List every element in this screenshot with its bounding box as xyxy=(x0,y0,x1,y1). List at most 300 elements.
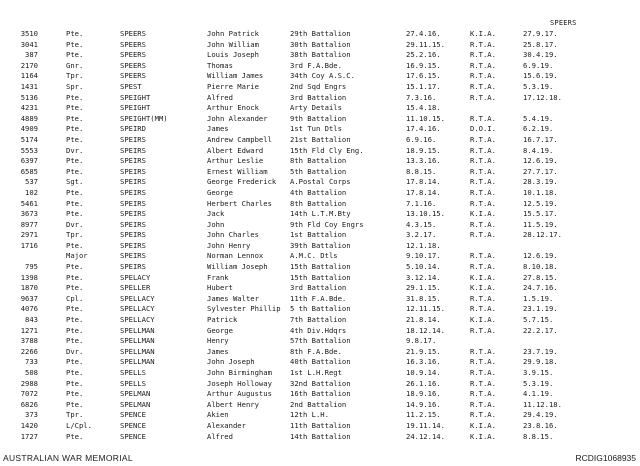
unit-cell: 57th Battalion xyxy=(290,336,351,346)
roster-row xyxy=(0,29,640,40)
fate-cell: R.T.A. xyxy=(470,346,496,356)
rank-cell: Pte. xyxy=(66,166,84,176)
given-names-cell: Louis Joseph xyxy=(207,50,259,60)
surname-cell: SPEIRS xyxy=(120,240,146,250)
unit-cell: 8th Battalion xyxy=(290,156,347,166)
enlist-date-cell: 18.12.14. xyxy=(406,325,445,335)
given-names-cell: Hubert xyxy=(207,283,233,293)
service-number-cell: 8977 xyxy=(20,219,38,229)
service-number-cell: 373 xyxy=(25,410,38,420)
fate-cell: R.T.A. xyxy=(470,293,496,303)
service-number-cell: 4909 xyxy=(20,124,38,134)
surname-cell: SPEIGHT(MM) xyxy=(120,113,168,123)
unit-cell: 30th Battalion xyxy=(290,39,351,49)
rank-cell: Sgt. xyxy=(66,177,84,187)
surname-cell: SPEIRS xyxy=(120,145,146,155)
rank-cell: Pte. xyxy=(66,368,84,377)
unit-cell: 1st L.H.Regt xyxy=(290,368,342,377)
service-number-cell: 9637 xyxy=(20,293,38,303)
fate-cell: K.I.A. xyxy=(470,283,496,293)
roster-row xyxy=(0,421,640,432)
surname-cell: SPELLMAN xyxy=(120,325,155,335)
surname-cell: SPEIRS xyxy=(120,209,146,219)
enlist-date-cell: 19.11.14. xyxy=(406,420,445,430)
fate-date-cell: 10.1.18. xyxy=(523,187,558,197)
rank-cell: Pte. xyxy=(66,399,84,409)
fate-cell: R.T.A. xyxy=(470,198,496,208)
fate-cell: R.T.A. xyxy=(470,50,496,60)
institution-label: AUSTRALIAN WAR MEMORIAL xyxy=(3,453,133,463)
enlist-date-cell: 14.9.16. xyxy=(406,399,441,409)
rank-cell: Dvr. xyxy=(66,219,84,229)
roster-row xyxy=(0,103,640,114)
unit-cell: 21st Battalion xyxy=(290,134,351,144)
service-number-cell: 795 xyxy=(25,262,38,272)
rank-cell: Tpr. xyxy=(66,71,84,81)
given-names-cell: John Patrick xyxy=(207,29,259,38)
rank-cell: Pte. xyxy=(66,39,84,49)
service-number-cell: 1431 xyxy=(20,81,38,91)
unit-cell: 5th Battalion xyxy=(290,166,347,176)
unit-cell: A.Postal Corps xyxy=(290,177,351,187)
roster-row xyxy=(0,251,640,262)
given-names-cell: Albert Henry xyxy=(207,399,259,409)
fate-date-cell: 5.7.15. xyxy=(523,315,554,325)
enlist-date-cell: 4.3.15. xyxy=(406,219,437,229)
unit-cell: Arty Details xyxy=(290,103,342,113)
unit-cell: 12th L.H. xyxy=(290,410,329,420)
service-number-cell: 3510 xyxy=(20,29,38,38)
surname-cell: SPEIRD xyxy=(120,124,146,134)
fate-date-cell: 6.2.19. xyxy=(523,124,554,134)
unit-cell: 5 th Battalion xyxy=(290,304,351,314)
unit-cell: 15th Battalion xyxy=(290,272,351,282)
surname-cell: SPEERS xyxy=(120,71,146,81)
fate-cell: R.T.A. xyxy=(470,113,496,123)
surname-cell: SPELLACY xyxy=(120,293,155,303)
given-names-cell: John Alexander xyxy=(207,113,268,123)
roster-row xyxy=(0,230,640,241)
fate-cell: R.T.A. xyxy=(470,304,496,314)
fate-date-cell: 23.7.19. xyxy=(523,346,558,356)
surname-cell: SPEIRS xyxy=(120,187,146,197)
rank-cell: Pte. xyxy=(66,325,84,335)
enlist-date-cell: 12.1.18. xyxy=(406,240,441,250)
enlist-date-cell: 27.4.16. xyxy=(406,29,441,38)
unit-cell: 29th Battalion xyxy=(290,29,351,38)
fate-date-cell: 27.9.17. xyxy=(523,29,558,38)
roster-row xyxy=(0,82,640,93)
roster-row xyxy=(0,40,640,51)
surname-cell: SPEIGHT xyxy=(120,103,151,113)
roster-row xyxy=(0,379,640,390)
service-number-cell: 2266 xyxy=(20,346,38,356)
rank-cell: Tpr. xyxy=(66,230,84,240)
roster-row xyxy=(0,304,640,315)
roster-row xyxy=(0,294,640,305)
fate-date-cell: 29.9.18. xyxy=(523,357,558,367)
service-number-cell: 733 xyxy=(25,357,38,367)
given-names-cell: Ernest William xyxy=(207,166,268,176)
given-names-cell: Frank xyxy=(207,272,229,282)
fate-cell: R.T.A. xyxy=(470,187,496,197)
given-names-cell: Herbert Charles xyxy=(207,198,272,208)
roster-row xyxy=(0,336,640,347)
unit-cell: 15th Fld Cly Eng. xyxy=(290,145,364,155)
surname-cell: SPEIRS xyxy=(120,198,146,208)
unit-cell: 4th Battalion xyxy=(290,187,347,197)
given-names-cell: Henry xyxy=(207,336,229,346)
fate-date-cell: 27.7.17. xyxy=(523,166,558,176)
enlist-date-cell: 6.9.16. xyxy=(406,134,437,144)
enlist-date-cell: 18.9.16. xyxy=(406,389,441,399)
given-names-cell: William Joseph xyxy=(207,262,268,272)
fate-date-cell: 5.4.19. xyxy=(523,113,554,123)
rank-cell: Pte. xyxy=(66,378,84,388)
rank-cell: Cpl. xyxy=(66,293,84,303)
surname-cell: SPELLMAN xyxy=(120,346,155,356)
surname-cell: SPEIRS xyxy=(120,230,146,240)
fate-cell: R.T.A. xyxy=(470,60,496,70)
fate-cell: R.T.A. xyxy=(470,262,496,272)
fate-date-cell: 12.5.19. xyxy=(523,198,558,208)
rank-cell: Tpr. xyxy=(66,410,84,420)
rank-cell: Pte. xyxy=(66,113,84,123)
rank-cell: Pte. xyxy=(66,240,84,250)
unit-cell: 14th Battalion xyxy=(290,431,351,441)
enlist-date-cell: 18.9.15. xyxy=(406,145,441,155)
service-number-cell: 6397 xyxy=(20,156,38,166)
given-names-cell: John xyxy=(207,219,225,229)
roster-row xyxy=(0,262,640,273)
given-names-cell: Patrick xyxy=(207,315,238,325)
unit-cell: 15th Battalion xyxy=(290,262,351,272)
unit-cell: 9th Battalion xyxy=(290,113,347,123)
surname-cell: SPEIRS xyxy=(120,219,146,229)
fate-cell: R.T.A. xyxy=(470,399,496,409)
unit-cell: 11th Battalion xyxy=(290,420,351,430)
enlist-date-cell: 11.10.15. xyxy=(406,113,445,123)
fate-date-cell: 29.4.19. xyxy=(523,410,558,420)
roster-row xyxy=(0,368,640,379)
fate-date-cell: 11.12.18. xyxy=(523,399,562,409)
fate-date-cell: 25.8.17. xyxy=(523,39,558,49)
fate-cell: K.I.A. xyxy=(470,431,496,441)
unit-cell: 1st Battalion xyxy=(290,230,347,240)
enlist-date-cell: 13.3.16. xyxy=(406,156,441,166)
record-reference: RCDIG1068935 xyxy=(575,453,636,463)
unit-cell: A.M.C. Dtls xyxy=(290,251,338,261)
fate-date-cell: 4.1.19. xyxy=(523,389,554,399)
surname-cell: SPEERS xyxy=(120,50,146,60)
fate-cell: R.T.A. xyxy=(470,410,496,420)
unit-cell: 16th Battalion xyxy=(290,389,351,399)
given-names-cell: Arthur Leslie xyxy=(207,156,264,166)
enlist-date-cell: 21.9.15. xyxy=(406,346,441,356)
fate-cell: D.O.I. xyxy=(470,124,496,134)
given-names-cell: Alfred xyxy=(207,92,233,102)
given-names-cell: George xyxy=(207,325,233,335)
given-names-cell: Akien xyxy=(207,410,229,420)
fate-cell: R.T.A. xyxy=(470,156,496,166)
service-number-cell: 6826 xyxy=(20,399,38,409)
enlist-date-cell: 17.6.15. xyxy=(406,71,441,81)
enlist-date-cell: 21.8.14. xyxy=(406,315,441,325)
enlist-date-cell: 12.11.15. xyxy=(406,304,445,314)
enlist-date-cell: 8.8.15. xyxy=(406,166,437,176)
roster-row xyxy=(0,188,640,199)
surname-cell: SPELLMAN xyxy=(120,357,155,367)
enlist-date-cell: 17.8.14. xyxy=(406,187,441,197)
rank-cell: Pte. xyxy=(66,50,84,60)
service-number-cell: 5136 xyxy=(20,92,38,102)
unit-cell: 40th Battalion xyxy=(290,357,351,367)
service-number-cell: 1727 xyxy=(20,431,38,441)
rank-cell: Pte. xyxy=(66,262,84,272)
given-names-cell: Pierre Marie xyxy=(207,81,259,91)
unit-cell: 1st Tun Dtls xyxy=(290,124,342,134)
unit-cell: 11th F.A.Bde. xyxy=(290,293,347,303)
service-number-cell: 843 xyxy=(25,315,38,325)
given-names-cell: Arthur Enock xyxy=(207,103,259,113)
enlist-date-cell: 16.3.16. xyxy=(406,357,441,367)
surname-cell: SPELLACY xyxy=(120,315,155,325)
enlist-date-cell: 10.9.14. xyxy=(406,368,441,377)
service-number-cell: 4076 xyxy=(20,304,38,314)
fate-cell: R.T.A. xyxy=(470,71,496,81)
rank-cell: Pte. xyxy=(66,124,84,134)
fate-date-cell: 28.12.17. xyxy=(523,230,562,240)
unit-cell: 32nd Battalion xyxy=(290,378,351,388)
enlist-date-cell: 25.2.16. xyxy=(406,50,441,60)
rank-cell: Pte. xyxy=(66,272,84,282)
fate-date-cell: 30.4.19. xyxy=(523,50,558,60)
enlist-date-cell: 11.2.15. xyxy=(406,410,441,420)
service-number-cell: 7072 xyxy=(20,389,38,399)
roster-row xyxy=(0,273,640,284)
rank-cell: Pte. xyxy=(66,92,84,102)
rank-cell: Dvr. xyxy=(66,346,84,356)
rank-cell: Pte. xyxy=(66,29,84,38)
rank-cell: Pte. xyxy=(66,431,84,441)
given-names-cell: William James xyxy=(207,71,264,81)
roster-row xyxy=(0,357,640,368)
fate-date-cell: 6.9.19. xyxy=(523,60,554,70)
given-names-cell: Jack xyxy=(207,209,225,219)
fate-date-cell: 12.6.19. xyxy=(523,156,558,166)
roster-row xyxy=(0,50,640,61)
surname-cell: SPELACY xyxy=(120,272,151,282)
unit-cell: 2nd Sqd Engrs xyxy=(290,81,347,91)
given-names-cell: James Walter xyxy=(207,293,259,303)
service-number-cell: 537 xyxy=(25,177,38,187)
given-names-cell: Albert Edward xyxy=(207,145,264,155)
unit-cell: 3rd F.A.Bde. xyxy=(290,60,342,70)
service-number-cell: 4889 xyxy=(20,113,38,123)
fate-date-cell: 23.8.16. xyxy=(523,420,558,430)
fate-cell: K.I.A. xyxy=(470,315,496,325)
roster-row xyxy=(0,61,640,72)
service-number-cell: 508 xyxy=(25,368,38,377)
service-number-cell: 3673 xyxy=(20,209,38,219)
roster-row xyxy=(0,315,640,326)
fate-date-cell: 28.3.19. xyxy=(523,177,558,187)
roster-row xyxy=(0,146,640,157)
roster-row xyxy=(0,400,640,411)
roster-row xyxy=(0,93,640,104)
surname-cell: SPEIRS xyxy=(120,251,146,261)
fate-cell: R.T.A. xyxy=(470,378,496,388)
service-number-cell: 5553 xyxy=(20,145,38,155)
roster-row xyxy=(0,241,640,252)
page-heading: SPEERS xyxy=(550,19,577,27)
service-number-cell: 1420 xyxy=(20,420,38,430)
given-names-cell: Thomas xyxy=(207,60,233,70)
fate-cell: R.T.A. xyxy=(470,368,496,377)
unit-cell: 39th Battalion xyxy=(290,240,351,250)
surname-cell: SPENCE xyxy=(120,410,146,420)
rank-cell: Gnr. xyxy=(66,60,84,70)
fate-date-cell: 16.7.17. xyxy=(523,134,558,144)
roster-row xyxy=(0,326,640,337)
fate-cell: R.T.A. xyxy=(470,219,496,229)
given-names-cell: George xyxy=(207,187,233,197)
archive-footer xyxy=(0,450,640,466)
unit-cell: 14th L.T.M.Bty xyxy=(290,209,351,219)
unit-cell: 2nd Battalion xyxy=(290,399,347,409)
surname-cell: SPEST xyxy=(120,81,142,91)
roster-row xyxy=(0,114,640,125)
fate-date-cell: 11.5.19. xyxy=(523,219,558,229)
unit-cell: 4th Div.Hdqrs xyxy=(290,325,347,335)
rank-cell: Pte. xyxy=(66,389,84,399)
given-names-cell: John Henry xyxy=(207,240,251,250)
fate-date-cell: 12.6.19. xyxy=(523,251,558,261)
surname-cell: SPELMAN xyxy=(120,399,151,409)
fate-cell: K.I.A. xyxy=(470,272,496,282)
service-number-cell: 1870 xyxy=(20,283,38,293)
fate-cell: R.T.A. xyxy=(470,81,496,91)
enlist-date-cell: 7.3.16. xyxy=(406,92,437,102)
fate-cell: R.T.A. xyxy=(470,389,496,399)
surname-cell: SPEIRS xyxy=(120,262,146,272)
enlist-date-cell: 9.10.17. xyxy=(406,251,441,261)
surname-cell: SPELLS xyxy=(120,368,146,377)
surname-cell: SPEIRS xyxy=(120,134,146,144)
surname-cell: SPENCE xyxy=(120,431,146,441)
enlist-date-cell: 7.1.16. xyxy=(406,198,437,208)
fate-cell: R.T.A. xyxy=(470,177,496,187)
fate-cell: R.T.A. xyxy=(470,39,496,49)
roster-row xyxy=(0,209,640,220)
fate-cell: R.T.A. xyxy=(470,325,496,335)
given-names-cell: John Joseph xyxy=(207,357,255,367)
surname-cell: SPEERS xyxy=(120,39,146,49)
enlist-date-cell: 31.8.15. xyxy=(406,293,441,303)
given-names-cell: John Charles xyxy=(207,230,259,240)
fate-date-cell: 8.8.15. xyxy=(523,431,554,441)
unit-cell: 8th Battalion xyxy=(290,198,347,208)
roster-row xyxy=(0,432,640,443)
fate-cell: R.T.A. xyxy=(470,145,496,155)
surname-cell: SPEERS xyxy=(120,29,146,38)
rank-cell: Pte. xyxy=(66,283,84,293)
roster-row xyxy=(0,389,640,400)
unit-cell: 3rd Battalion xyxy=(290,283,347,293)
given-names-cell: Norman Lennox xyxy=(207,251,264,261)
unit-cell: 8th F.A.Bde. xyxy=(290,346,342,356)
enlist-date-cell: 29.1.15. xyxy=(406,283,441,293)
surname-cell: SPEIRS xyxy=(120,156,146,166)
rank-cell: Pte. xyxy=(66,103,84,113)
fate-cell: R.T.A. xyxy=(470,230,496,240)
enlist-date-cell: 3.12.14. xyxy=(406,272,441,282)
surname-cell: SPENCE xyxy=(120,420,146,430)
given-names-cell: James xyxy=(207,124,229,134)
rank-cell: Major xyxy=(66,251,88,261)
enlist-date-cell: 17.8.14. xyxy=(406,177,441,187)
rank-cell: L/Cpl. xyxy=(66,420,92,430)
fate-cell: R.T.A. xyxy=(470,166,496,176)
rank-cell: Pte. xyxy=(66,336,84,346)
fate-date-cell: 23.1.19. xyxy=(523,304,558,314)
rank-cell: Pte. xyxy=(66,209,84,219)
fate-date-cell: 3.9.15. xyxy=(523,368,554,377)
roster-row xyxy=(0,167,640,178)
rank-cell: Pte. xyxy=(66,198,84,208)
given-names-cell: Sylvester Phillip xyxy=(207,304,281,314)
enlist-date-cell: 3.2.17. xyxy=(406,230,437,240)
rank-cell: Spr. xyxy=(66,81,84,91)
service-number-cell: 4231 xyxy=(20,103,38,113)
fate-cell: K.I.A. xyxy=(470,420,496,430)
rank-cell: Pte. xyxy=(66,315,84,325)
service-number-cell: 1164 xyxy=(20,71,38,81)
service-number-cell: 3041 xyxy=(20,39,38,49)
fate-date-cell: 24.7.16. xyxy=(523,283,558,293)
roster-row xyxy=(0,124,640,135)
fate-date-cell: 1.5.19. xyxy=(523,293,554,303)
fate-cell: R.T.A. xyxy=(470,92,496,102)
fate-cell: R.T.A. xyxy=(470,134,496,144)
rank-cell: Pte. xyxy=(66,304,84,314)
unit-cell: 38th Battalion xyxy=(290,50,351,60)
roster-row xyxy=(0,71,640,82)
fate-cell: K.I.A. xyxy=(470,29,496,38)
roster-row xyxy=(0,220,640,231)
service-number-cell: 1398 xyxy=(20,272,38,282)
rank-cell: Dvr. xyxy=(66,145,84,155)
given-names-cell: Alfred xyxy=(207,431,233,441)
service-number-cell: 2170 xyxy=(20,60,38,70)
fate-date-cell: 5.3.19. xyxy=(523,81,554,91)
roster-row xyxy=(0,283,640,294)
service-number-cell: 102 xyxy=(25,187,38,197)
surname-cell: SPELLACY xyxy=(120,304,155,314)
roster-row xyxy=(0,199,640,210)
enlist-date-cell: 26.1.16. xyxy=(406,378,441,388)
enlist-date-cell: 9.8.17. xyxy=(406,336,437,346)
rank-cell: Pte. xyxy=(66,357,84,367)
fate-date-cell: 15.6.19. xyxy=(523,71,558,81)
fate-cell: R.T.A. xyxy=(470,357,496,367)
unit-cell: 34th Coy A.S.C. xyxy=(290,71,355,81)
fate-cell: K.I.A. xyxy=(470,209,496,219)
given-names-cell: George Frederick xyxy=(207,177,277,187)
service-number-cell: 1271 xyxy=(20,325,38,335)
roster-row xyxy=(0,135,640,146)
surname-cell: SPEIGHT xyxy=(120,92,151,102)
